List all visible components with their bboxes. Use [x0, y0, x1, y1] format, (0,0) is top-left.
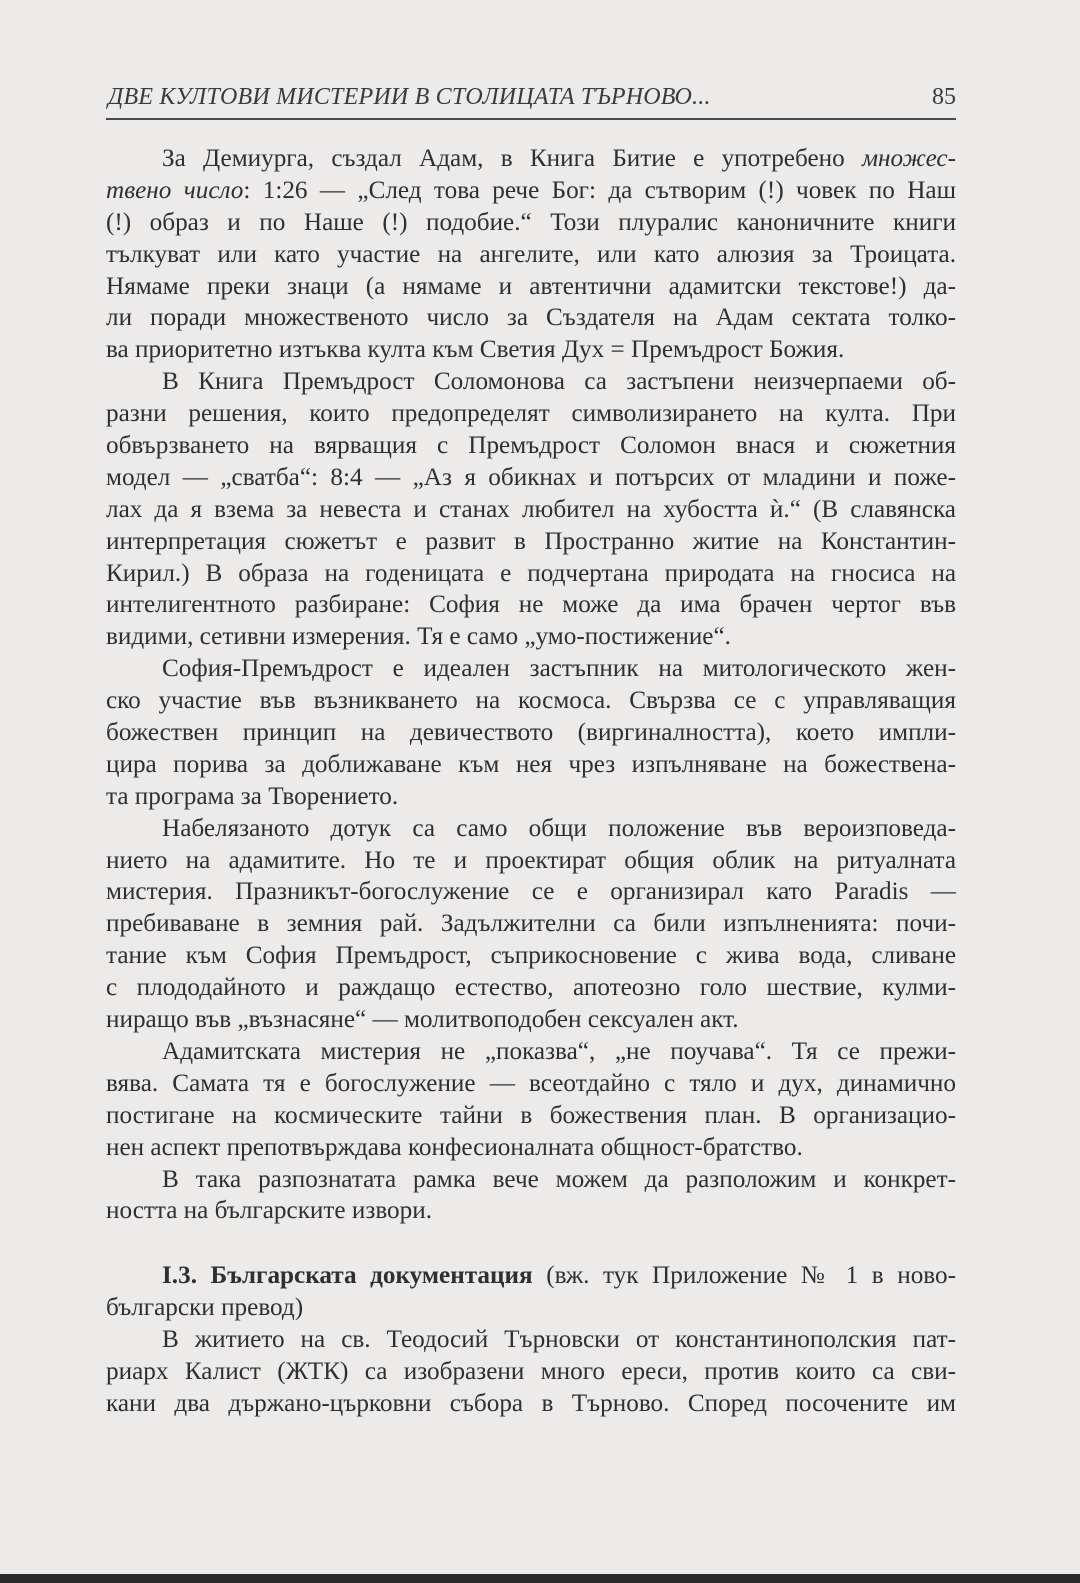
text-line: Адамитската мистерия не „показва“, „не поучава“. Тя се прежи- [162, 1037, 956, 1065]
text-line: с плододайното и раждащо естество, апотеозно голо шествие, кулми- [106, 974, 956, 1002]
text-line: разни решения, които предопределят символизирането на култа. При [106, 400, 956, 428]
text-line: ността на българските извори. [106, 1197, 433, 1225]
text-line: постигане на космическите тайни в божествения план. В организацио- [106, 1101, 956, 1129]
running-header [106, 78, 956, 118]
section-gap [106, 1227, 956, 1260]
text-line: модел — „сватба“: 8:4 — „Аз я обикнах и потърсих от младини и поже- [106, 463, 956, 491]
text-line: цира порива за доближаване към нея чрез изпълняване на божествена- [106, 750, 956, 778]
running-header-title: ДВЕ КУЛТОВИ МИСТЕРИИ В СТОЛИЦАТА ТЪРНОВО... [108, 84, 711, 110]
italic-term: множес- [861, 145, 956, 172]
text-line: Кирил.) В образа на годеницата е подчертана природата на гносиса на [106, 559, 956, 587]
text-line: Нямаме преки знаци (а нямаме и автентични адамитски текстове!) да- [106, 272, 956, 300]
text-line: лах да я взема за невеста и станах любител на хубостта ѝ.“ (В славянска [106, 495, 956, 523]
section-heading-title: I.3. Българската документация [162, 1262, 533, 1290]
text-line: ско участие във възникването на космоса. Свързва се с управляващия [106, 687, 956, 715]
italic-term: твено число [106, 176, 244, 204]
text-line: Набелязаното дотук са само общи положение във вероизповеда- [162, 814, 956, 842]
text-line: нието на адамитите. Но те и проектират общия облик на ритуалната [106, 846, 956, 874]
header-rule [106, 118, 956, 120]
text-line: вява. Самата тя е богослужение — всеотдайно с тяло и дух, динамично [106, 1069, 956, 1097]
text-line: София-Премъдрост е идеален застъпник на митологическото жен- [162, 655, 956, 683]
text-line: риарх Калист (ЖТК) са изобразени много ереси, против които са сви- [106, 1357, 956, 1385]
text-line: видими, сетивни измерения. Тя е само „умо-постижение“. [106, 623, 731, 651]
text-line: тание към София Премъдрост, съприкосновение с жива вода, сливане [106, 942, 956, 970]
text-line: твено число: 1:26 — „След това рече Бог: да сътворим (!) човек по Наш [106, 176, 956, 204]
page-number: 85 [932, 84, 956, 110]
text-line: божествен принцип на девичеството (виргиналността), което импли- [106, 719, 956, 747]
section-heading: I.3. Българската документация (вж. тук Приложение № 1 в ново- [162, 1262, 956, 1290]
text-line: В житието на св. Теодосий Търновски от константинополския пат- [162, 1326, 956, 1354]
text-line: интелигентното разбиране: София не може да има брачен чертог във [106, 591, 956, 619]
text-line: За Демиурга, създал Адам, в Книга Битие е употребено множес- [162, 145, 956, 172]
text-line: ли поради множественото число за Създателя на Адам сектата толко- [106, 304, 956, 332]
text-line: мистерия. Празникът-богослужение се е организирал като Paradis — [106, 878, 956, 906]
text-line: та програма за Творението. [106, 782, 399, 810]
text-line: пребиваване в земния рай. Задължителни са били изпълненията: почи- [106, 910, 956, 938]
text-line: интерпретация сюжетът е развит в Пространно житие на Константин- [106, 527, 956, 555]
text-line: кани два държано-църковни събора в Търново. Според посочените им [106, 1389, 956, 1417]
scan-edge-band [0, 1574, 1080, 1583]
text-line: ва приоритетно изтъква култа към Светия Дух = Премъдрост Божия. [106, 336, 845, 364]
section-heading-continued: български превод) [106, 1294, 304, 1322]
body-text [106, 143, 956, 1420]
text-line: В Книга Премъдрост Соломонова са застъпени неизчерпаеми об- [162, 368, 956, 396]
text-line: В така разпознатата рамка вече можем да разположим и конкрет- [162, 1165, 956, 1193]
text-line: ниращо във „възнасяне“ — молитвоподобен сексуален акт. [106, 1006, 739, 1034]
text-line: обвързването на вярващия с Премъдрост Соломон внася и сюжетния [106, 432, 956, 460]
text-line: нен аспект препотвърждава конфесионалната общност-братство. [106, 1133, 803, 1161]
text-line: тълкуват или като участие на ангелите, или като алюзия за Троицата. [106, 240, 956, 268]
text-line: (!) образ и по Наше (!) подобие.“ Този плуралис каноничните книги [106, 208, 956, 236]
